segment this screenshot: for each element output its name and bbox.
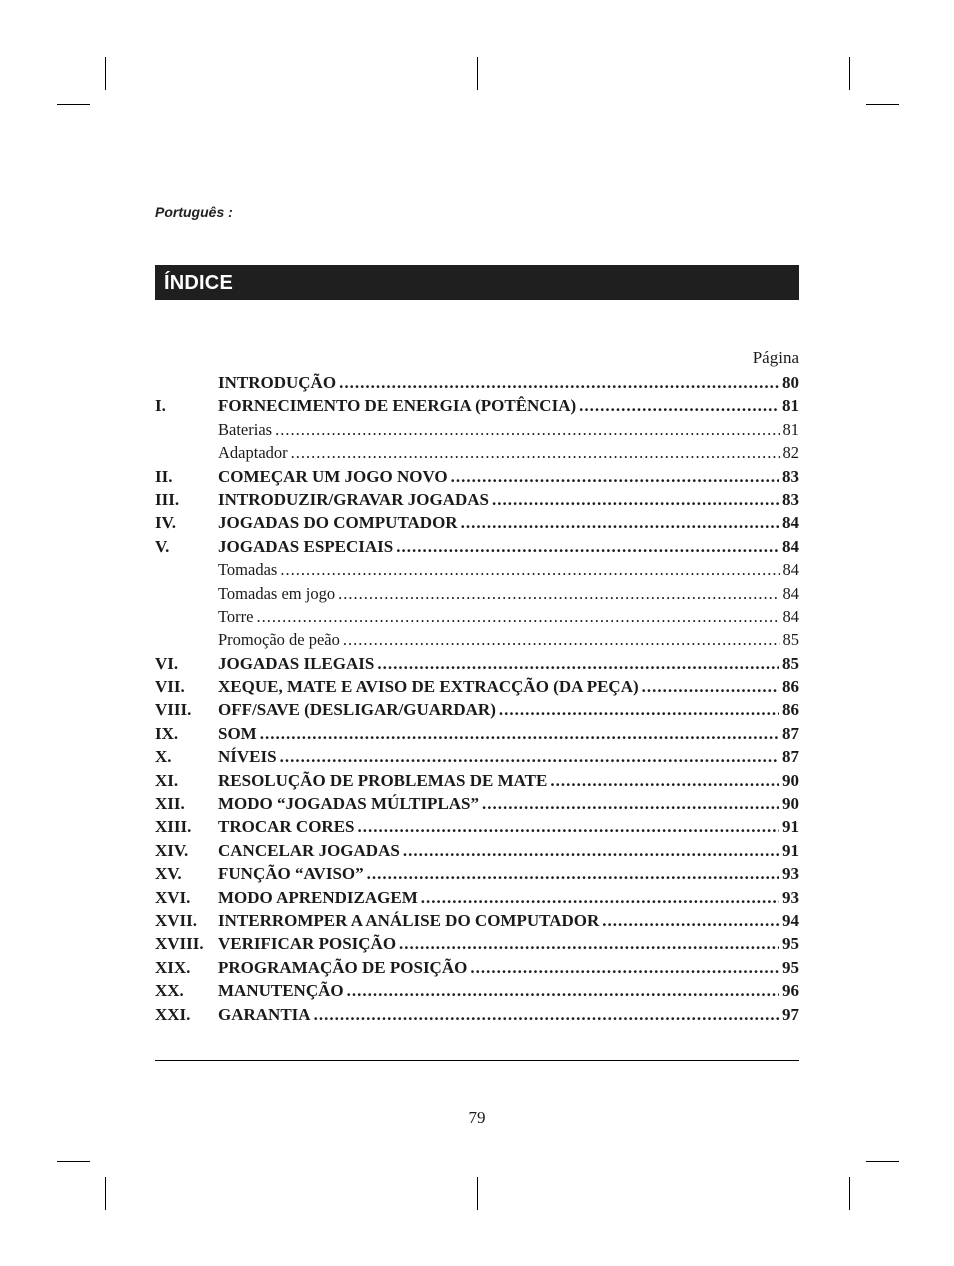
toc-entry: [155, 839, 799, 862]
toc-entry-page: 85: [782, 630, 799, 650]
toc-entry-page: 84: [782, 606, 799, 626]
toc-entry-page: 84: [782, 536, 799, 556]
dot-leader: [470, 956, 779, 979]
toc-entry-title: RESOLUÇÃO DE PROBLEMAS DE MATE: [218, 770, 548, 790]
toc-entry-title: FORNECIMENTO DE ENERGIA (POTÊNCIA): [218, 396, 577, 416]
toc-entry-title: CANCELAR JOGADAS: [218, 840, 400, 860]
toc-entry: [155, 1003, 799, 1026]
toc-entry: [155, 652, 799, 675]
toc-entry-number: VII.: [155, 677, 185, 697]
toc-entry: [155, 511, 799, 534]
toc-entry-page: 84: [782, 583, 799, 603]
toc-entry-title: MODO “JOGADAS MÚLTIPLAS”: [218, 794, 480, 814]
toc-entry-title: Torre: [218, 606, 254, 626]
toc-entry: [155, 535, 799, 558]
dot-leader: [461, 511, 779, 534]
toc-entry-title: INTERROMPER A ANÁLISE DO COMPUTADOR: [218, 910, 600, 930]
toc-entry-title: JOGADAS ESPECIAIS: [218, 536, 394, 556]
toc-entry-title: Adaptador: [218, 443, 288, 463]
dot-leader: [280, 745, 779, 768]
toc-entry-title: XEQUE, MATE E AVISO DE EXTRACÇÃO (DA PEÇA): [218, 677, 639, 697]
crop-mark: [57, 1161, 90, 1162]
toc-entry-page: 95: [782, 957, 799, 977]
toc-entry-number: XIII.: [155, 817, 192, 837]
toc-entry: [155, 488, 799, 511]
toc-entry-title: PROGRAMAÇÃO DE POSIÇÃO: [218, 957, 468, 977]
toc-entry: [155, 465, 799, 488]
toc-entry: [155, 932, 799, 955]
dot-leader: [377, 652, 779, 675]
toc-entry-page: 80: [782, 373, 799, 392]
dot-leader: [347, 979, 779, 1002]
toc-entry-page: 81: [782, 396, 799, 416]
toc-entry-page: 86: [782, 700, 799, 720]
crop-mark: [477, 1177, 478, 1210]
toc-entry-page: 85: [782, 653, 799, 673]
dot-leader: [280, 558, 779, 581]
toc-entry-number: XXI.: [155, 1004, 191, 1024]
dot-leader: [550, 769, 779, 792]
page-column-label: Página: [752, 348, 799, 367]
toc-entry: [155, 675, 799, 698]
toc-entry-title: Promoção de peão: [218, 630, 340, 650]
toc-entry: [155, 886, 799, 909]
toc-entry-page: 83: [782, 466, 799, 486]
toc-entry-page: 93: [782, 864, 799, 884]
toc-entry-page: 96: [782, 981, 799, 1001]
crop-mark: [849, 1177, 850, 1210]
toc-subentry: [155, 582, 799, 605]
toc-entry-page: 83: [782, 489, 799, 509]
toc-subentry: [155, 441, 799, 464]
toc-entry-number: XIV.: [155, 840, 189, 860]
toc-entry-title: Tomadas em jogo: [218, 583, 336, 603]
toc-entry-page: 91: [782, 817, 799, 837]
toc-entry-number: XIX.: [155, 957, 191, 977]
dot-leader: [291, 441, 780, 464]
dot-leader: [403, 839, 779, 862]
dot-leader: [275, 418, 779, 441]
crop-mark: [866, 1161, 899, 1162]
toc-entry-page: 94: [782, 910, 799, 930]
toc-entry-title: JOGADAS DO COMPUTADOR: [218, 513, 458, 533]
toc-entry-number: XI.: [155, 770, 179, 790]
dot-leader: [260, 722, 779, 745]
toc-entry-number: XV.: [155, 864, 182, 884]
toc-entry: [155, 698, 799, 721]
dot-leader: [314, 1003, 779, 1026]
toc-entry-number: VI.: [155, 653, 179, 673]
toc-entry-number: IV.: [155, 513, 176, 533]
toc-entry-number: I.: [155, 396, 166, 416]
section-title: ÍNDICE: [164, 272, 233, 294]
toc-entry-title: VERIFICAR POSIÇÃO: [218, 934, 397, 954]
toc-entry-page: 93: [782, 887, 799, 907]
toc-entry-number: VIII.: [155, 700, 192, 720]
dot-leader: [257, 605, 780, 628]
dot-leader: [602, 909, 779, 932]
crop-mark: [57, 104, 90, 105]
toc-subentry: [155, 558, 799, 581]
toc-entry-title: INTRODUZIR/GRAVAR JOGADAS: [218, 489, 489, 509]
toc-entry-page: 97: [782, 1004, 799, 1024]
dot-leader: [499, 698, 779, 721]
toc-entry-title: Tomadas: [218, 560, 278, 580]
language-label: Português :: [155, 204, 233, 220]
toc-subentry: [155, 628, 799, 651]
toc-entry-number: II.: [155, 466, 173, 486]
toc-entry-page: 86: [782, 677, 799, 697]
table-of-contents: [155, 371, 799, 1026]
toc-entry-page: 91: [782, 840, 799, 860]
crop-mark: [866, 104, 899, 105]
dot-leader: [338, 582, 779, 605]
toc-entry-title: JOGADAS ILEGAIS: [218, 653, 375, 673]
toc-entry: [155, 792, 799, 815]
toc-entry: [155, 815, 799, 838]
toc-entry-title: OFF/SAVE (DESLIGAR/GUARDAR): [218, 700, 496, 720]
toc-entry-number: X.: [155, 747, 172, 767]
toc-entry-page: 90: [782, 770, 799, 790]
dot-leader: [367, 862, 779, 885]
dot-leader: [642, 675, 779, 698]
toc-entry-page: 87: [782, 723, 799, 743]
footer-rule: [155, 1060, 799, 1061]
toc-entry: [155, 769, 799, 792]
crop-mark: [105, 57, 106, 90]
section-header-band: [155, 265, 799, 300]
toc-entry-title: FUNÇÃO “AVISO”: [218, 864, 364, 884]
toc-entry-page: 81: [782, 419, 799, 439]
toc-entry-number: XII.: [155, 794, 185, 814]
toc-entry: [155, 909, 799, 932]
toc-entry-number: XVII.: [155, 910, 198, 930]
toc-entry: [155, 371, 799, 394]
toc-entry-title: INTRODUÇÃO: [218, 373, 337, 392]
toc-entry-number: V.: [155, 536, 170, 556]
page-number: 79: [468, 1108, 486, 1127]
dot-leader: [421, 886, 779, 909]
toc-entry: [155, 979, 799, 1002]
dot-leader: [339, 371, 779, 394]
toc-subentry: [155, 605, 799, 628]
toc-entry-number: XVI.: [155, 887, 191, 907]
toc-entry-number: III.: [155, 489, 180, 509]
toc-entry-title: GARANTIA: [218, 1004, 311, 1024]
crop-mark: [849, 57, 850, 90]
dot-leader: [492, 488, 779, 511]
dot-leader: [399, 932, 779, 955]
toc-entry: [155, 394, 799, 417]
toc-entry-page: 82: [782, 443, 799, 463]
crop-mark: [477, 57, 478, 90]
toc-entry-title: MODO APRENDIZAGEM: [218, 887, 418, 907]
dot-leader: [482, 792, 779, 815]
toc-entry-title: MANUTENÇÃO: [218, 981, 344, 1001]
toc-entry-title: COMEÇAR UM JOGO NOVO: [218, 466, 448, 486]
toc-entry-page: 84: [782, 513, 799, 533]
toc-entry: [155, 956, 799, 979]
toc-entry: [155, 722, 799, 745]
dot-leader: [358, 815, 780, 838]
dot-leader: [451, 465, 779, 488]
crop-mark: [105, 1177, 106, 1210]
toc-entry-number: IX.: [155, 723, 179, 743]
toc-entry-page: 90: [782, 794, 799, 814]
toc-entry-number: XVIII.: [155, 934, 204, 954]
dot-leader: [343, 628, 780, 651]
dot-leader: [396, 535, 779, 558]
toc-entry-page: 95: [782, 934, 799, 954]
dot-leader: [579, 394, 779, 417]
toc-entry-title: NÍVEIS: [218, 747, 277, 767]
toc-entry: [155, 862, 799, 885]
toc-entry-page: 87: [782, 747, 799, 767]
toc-entry-number: XX.: [155, 981, 184, 1001]
toc-entry-title: SOM: [218, 723, 257, 743]
toc-entry-title: Baterias: [218, 419, 273, 439]
toc-entry-page: 84: [782, 560, 799, 580]
toc-entry: [155, 745, 799, 768]
toc-subentry: [155, 418, 799, 441]
toc-entry-title: TROCAR CORES: [218, 817, 355, 837]
